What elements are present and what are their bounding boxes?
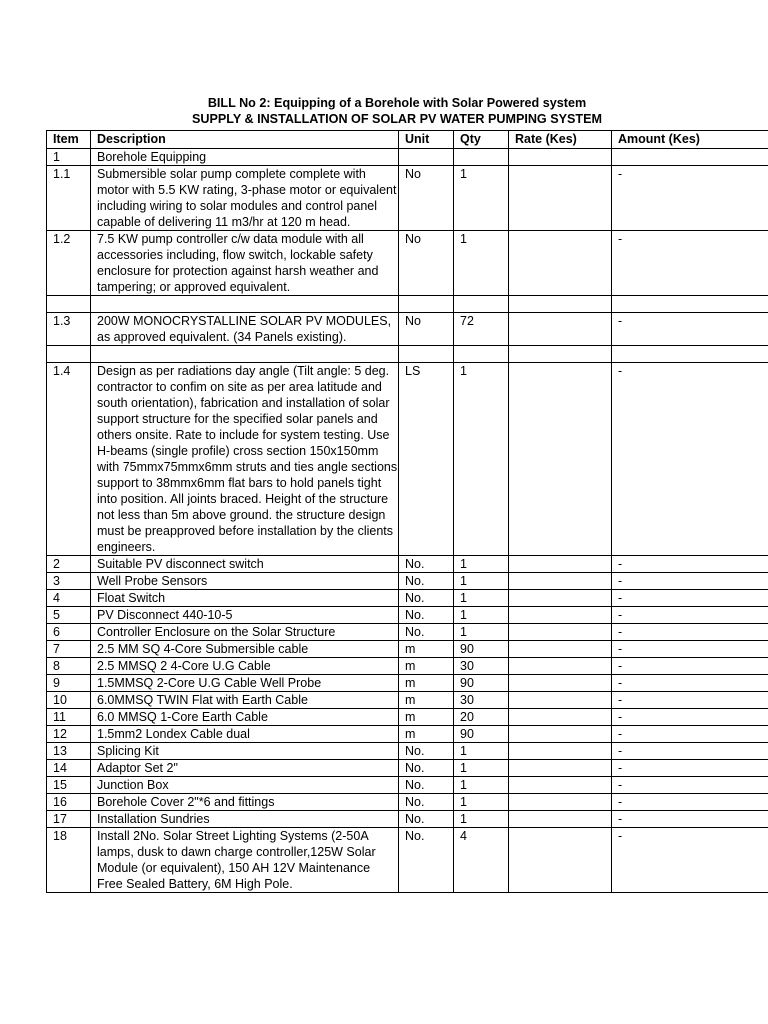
cell-description: Float Switch: [91, 590, 399, 607]
cell-item: [47, 346, 91, 363]
cell-amount: [612, 149, 768, 166]
cell-description: Suitable PV disconnect switch: [91, 556, 399, 573]
cell-qty: 1: [454, 231, 509, 296]
table-row: [47, 658, 768, 675]
table-row: [47, 675, 768, 692]
cell-description: 7.5 KW pump controller c/w data module with all accessories including, flow switch, lockable safety enclosure for protection against harsh weather and tampering; or approved equivalent.: [91, 231, 399, 296]
cell-qty: 30: [454, 692, 509, 709]
cell-description: Borehole Cover 2"*6 and fittings: [91, 794, 399, 811]
cell-qty: 90: [454, 726, 509, 743]
cell-unit: No.: [399, 811, 454, 828]
cell-unit: No: [399, 166, 454, 231]
cell-description: 1.5MMSQ 2-Core U.G Cable Well Probe: [91, 675, 399, 692]
cell-rate: [509, 346, 612, 363]
cell-amount: -: [612, 811, 768, 828]
cell-amount: -: [612, 573, 768, 590]
cell-amount: -: [612, 658, 768, 675]
cell-amount: -: [612, 760, 768, 777]
cell-item: 1.1: [47, 166, 91, 231]
cell-unit: No.: [399, 590, 454, 607]
cell-description: Junction Box: [91, 777, 399, 794]
cell-amount: -: [612, 363, 768, 556]
cell-rate: [509, 675, 612, 692]
cell-rate: [509, 556, 612, 573]
cell-description: Borehole Equipping: [91, 149, 399, 166]
cell-amount: -: [612, 624, 768, 641]
cell-rate: [509, 692, 612, 709]
cell-amount: -: [612, 692, 768, 709]
cell-unit: No.: [399, 556, 454, 573]
cell-description: PV Disconnect 440-10-5: [91, 607, 399, 624]
cell-amount: -: [612, 675, 768, 692]
cell-qty: 30: [454, 658, 509, 675]
cell-qty: 1: [454, 590, 509, 607]
cell-rate: [509, 811, 612, 828]
cell-description: 6.0 MMSQ 1-Core Earth Cable: [91, 709, 399, 726]
cell-unit: [399, 346, 454, 363]
table-row: [47, 641, 768, 658]
cell-description: Installation Sundries: [91, 811, 399, 828]
cell-amount: -: [612, 590, 768, 607]
cell-qty: 1: [454, 607, 509, 624]
cell-item: 14: [47, 760, 91, 777]
cell-description: 2.5 MM SQ 4-Core Submersible cable: [91, 641, 399, 658]
cell-item: 3: [47, 573, 91, 590]
cell-unit: m: [399, 658, 454, 675]
cell-item: 18: [47, 828, 91, 893]
header-description: Description: [91, 131, 399, 149]
cell-description: Submersible solar pump complete complete with motor with 5.5 KW rating, 3-phase motor or equivalent including wiring to solar modules and control panel capable of delivering 11 m3/hr at 120 m head.: [91, 166, 399, 231]
cell-item: 12: [47, 726, 91, 743]
cell-item: 9: [47, 675, 91, 692]
cell-unit: m: [399, 675, 454, 692]
cell-unit: No: [399, 313, 454, 346]
cell-rate: [509, 624, 612, 641]
cell-item: 7: [47, 641, 91, 658]
header-item: Item: [47, 131, 91, 149]
cell-description: 1.5mm2 Londex Cable dual: [91, 726, 399, 743]
cell-qty: 20: [454, 709, 509, 726]
cell-unit: No.: [399, 624, 454, 641]
cell-qty: 4: [454, 828, 509, 893]
table-row: [47, 624, 768, 641]
table-row: [47, 760, 768, 777]
cell-qty: [454, 296, 509, 313]
table-row: [47, 777, 768, 794]
cell-amount: [612, 346, 768, 363]
header-amount: Amount (Kes): [612, 131, 768, 149]
cell-qty: 1: [454, 743, 509, 760]
cell-amount: -: [612, 777, 768, 794]
cell-item: 1.3: [47, 313, 91, 346]
cell-item: 16: [47, 794, 91, 811]
cell-unit: [399, 296, 454, 313]
cell-qty: 1: [454, 166, 509, 231]
table-header-row: [47, 131, 768, 149]
cell-description: Design as per radiations day angle (Tilt angle: 5 deg. contractor to confim on site as per area latitude and south orientation), fabrication and installation of solar support structure for the specified solar panels and others onsite. Rate to include for system testing. Use H-beams (single profile) cross section 150x150mm with 75mmx75mmx6mm struts and ties angle sections support to 38mmx6mm flat bars to hold panels tight into position. All joints braced. Height of the structure not less than 5m above ground. the structure design must be preapproved before installation by the clients engineers.: [91, 363, 399, 556]
cell-item: [47, 296, 91, 313]
cell-qty: 72: [454, 313, 509, 346]
cell-amount: -: [612, 709, 768, 726]
cell-qty: 1: [454, 624, 509, 641]
cell-amount: -: [612, 641, 768, 658]
table-row: [47, 709, 768, 726]
cell-qty: 90: [454, 675, 509, 692]
header-rate: Rate (Kes): [509, 131, 612, 149]
table-row: [47, 692, 768, 709]
cell-description: Well Probe Sensors: [91, 573, 399, 590]
table-row: [47, 556, 768, 573]
table-row: [47, 166, 768, 231]
cell-unit: No.: [399, 828, 454, 893]
cell-unit: m: [399, 726, 454, 743]
cell-item: 4: [47, 590, 91, 607]
cell-description: [91, 296, 399, 313]
cell-rate: [509, 794, 612, 811]
table-row: [47, 231, 768, 296]
cell-rate: [509, 573, 612, 590]
cell-unit: No.: [399, 760, 454, 777]
table-body: [47, 149, 768, 893]
table-row: [47, 363, 768, 556]
cell-item: 17: [47, 811, 91, 828]
cell-item: 11: [47, 709, 91, 726]
cell-rate: [509, 231, 612, 296]
table-row: [47, 743, 768, 760]
table-row: [47, 573, 768, 590]
cell-rate: [509, 296, 612, 313]
cell-qty: 1: [454, 777, 509, 794]
cell-rate: [509, 590, 612, 607]
cell-qty: 1: [454, 573, 509, 590]
cell-unit: No.: [399, 573, 454, 590]
cell-item: 13: [47, 743, 91, 760]
bill-subtitle: SUPPLY & INSTALLATION OF SOLAR PV WATER PUMPING SYSTEM: [191, 112, 603, 126]
table-row: [47, 313, 768, 346]
cell-amount: -: [612, 231, 768, 296]
table-row: [47, 828, 768, 893]
table-row: [47, 794, 768, 811]
cell-qty: [454, 346, 509, 363]
blank-row: [47, 346, 768, 363]
cell-description: Adaptor Set 2": [91, 760, 399, 777]
cell-description: Install 2No. Solar Street Lighting Systems (2-50A lamps, dusk to dawn charge controller,125W Solar Module (or equivalent), 150 AH 12V Maintenance Free Sealed Battery, 6M High Pole.: [91, 828, 399, 893]
cell-item: 2: [47, 556, 91, 573]
cell-item: 5: [47, 607, 91, 624]
cell-rate: [509, 709, 612, 726]
cell-amount: -: [612, 556, 768, 573]
cell-unit: No.: [399, 743, 454, 760]
cell-rate: [509, 607, 612, 624]
cell-amount: -: [612, 313, 768, 346]
cell-unit: m: [399, 692, 454, 709]
cell-unit: LS: [399, 363, 454, 556]
cell-unit: No.: [399, 794, 454, 811]
cell-unit: No: [399, 231, 454, 296]
bill-title: BILL No 2: Equipping of a Borehole with Solar Powered system: [207, 96, 587, 110]
cell-unit: m: [399, 641, 454, 658]
cell-rate: [509, 166, 612, 231]
blank-row: [47, 296, 768, 313]
cell-item: 8: [47, 658, 91, 675]
cell-item: 1: [47, 149, 91, 166]
cell-description: [91, 346, 399, 363]
cell-rate: [509, 658, 612, 675]
cell-rate: [509, 726, 612, 743]
table-row: [47, 726, 768, 743]
cell-unit: No.: [399, 777, 454, 794]
cell-description: 200W MONOCRYSTALLINE SOLAR PV MODULES, as approved equivalent. (34 Panels existing).: [91, 313, 399, 346]
cell-description: 2.5 MMSQ 2 4-Core U.G Cable: [91, 658, 399, 675]
table-row: [47, 590, 768, 607]
cell-qty: 1: [454, 363, 509, 556]
cell-unit: [399, 149, 454, 166]
cell-item: 6: [47, 624, 91, 641]
cell-rate: [509, 641, 612, 658]
cell-item: 15: [47, 777, 91, 794]
cell-description: Controller Enclosure on the Solar Structure: [91, 624, 399, 641]
cell-unit: m: [399, 709, 454, 726]
cell-qty: 1: [454, 556, 509, 573]
cell-qty: 90: [454, 641, 509, 658]
cell-amount: -: [612, 794, 768, 811]
table-row: [47, 607, 768, 624]
cell-unit: No.: [399, 607, 454, 624]
cell-item: 10: [47, 692, 91, 709]
cell-amount: -: [612, 607, 768, 624]
cell-amount: -: [612, 166, 768, 231]
cell-description: 6.0MMSQ TWIN Flat with Earth Cable: [91, 692, 399, 709]
table-row: [47, 811, 768, 828]
cell-rate: [509, 363, 612, 556]
cell-amount: [612, 296, 768, 313]
cell-qty: 1: [454, 811, 509, 828]
cell-qty: 1: [454, 760, 509, 777]
cell-rate: [509, 777, 612, 794]
cell-item: 1.2: [47, 231, 91, 296]
cell-rate: [509, 760, 612, 777]
cell-rate: [509, 313, 612, 346]
header-unit: Unit: [399, 131, 454, 149]
cell-amount: -: [612, 828, 768, 893]
cell-qty: [454, 149, 509, 166]
cell-qty: 1: [454, 794, 509, 811]
section-heading-row: [47, 149, 768, 166]
cell-description: Splicing Kit: [91, 743, 399, 760]
header-qty: Qty: [454, 131, 509, 149]
cell-rate: [509, 743, 612, 760]
cell-amount: -: [612, 743, 768, 760]
bill-of-quantities-table: [46, 130, 768, 893]
cell-rate: [509, 149, 612, 166]
cell-item: 1.4: [47, 363, 91, 556]
cell-amount: -: [612, 726, 768, 743]
cell-rate: [509, 828, 612, 893]
